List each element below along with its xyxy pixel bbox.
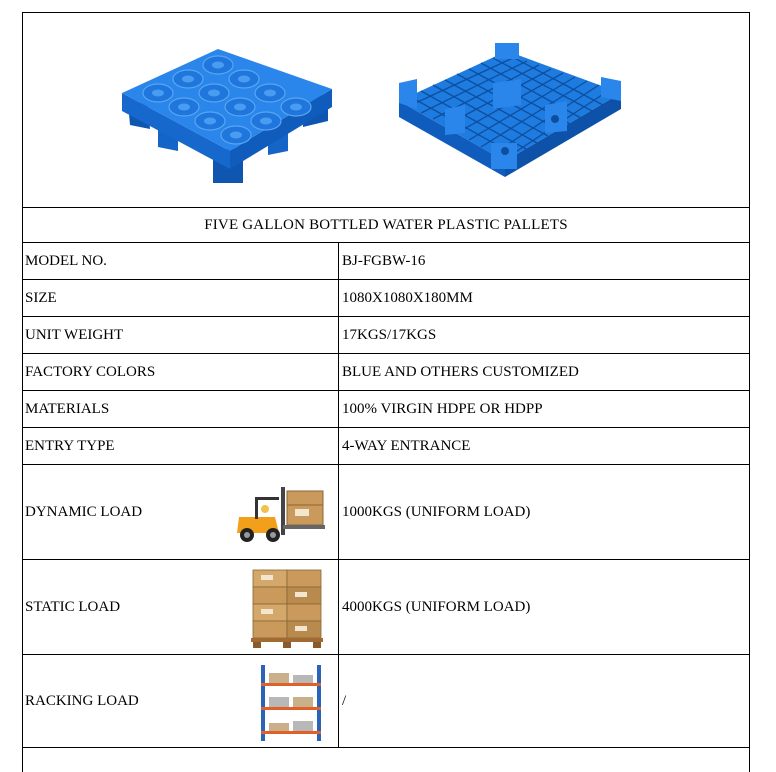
forklift-icon [235, 487, 327, 543]
row-label [23, 465, 339, 559]
table-row [23, 560, 749, 655]
table-row [23, 391, 749, 428]
row-value: BLUE AND OTHERS CUSTOMIZED [342, 363, 579, 380]
row-label: UNIT WEIGHT [23, 317, 339, 353]
pallet-bottom-image [395, 43, 625, 178]
pallet-rack-icon [259, 663, 323, 743]
table-title: FIVE GALLON BOTTLED WATER PLASTIC PALLETS [23, 208, 749, 243]
row-label [23, 560, 339, 654]
row-label: SIZE [23, 280, 339, 316]
row-value: 4-WAY ENTRANCE [342, 437, 471, 454]
table-row [23, 428, 749, 465]
table-row [23, 317, 749, 354]
table-row [23, 243, 749, 280]
row-value: 1080X1080X180MM [342, 289, 473, 306]
table-row [23, 655, 749, 748]
row-label: ENTRY TYPE [23, 428, 339, 464]
row-label [23, 655, 339, 747]
table-row [23, 465, 749, 560]
row-value: BJ-FGBW-16 [342, 252, 426, 269]
row-value: 4000KGS (UNIFORM LOAD) [342, 598, 531, 615]
row-label: MATERIALS [23, 391, 339, 427]
row-label-text: STATIC LOAD [25, 598, 121, 615]
row-label-text: DYNAMIC LOAD [25, 503, 143, 520]
row-value: 100% VIRGIN HDPE OR HDPP [342, 400, 543, 417]
spec-table [22, 12, 750, 772]
product-image-cell [23, 13, 749, 208]
row-label: MODEL NO. [23, 243, 339, 279]
row-value: 17KGS/17KGS [342, 326, 437, 343]
stacked-boxes-icon [251, 568, 325, 650]
row-value: 1000KGS (UNIFORM LOAD) [342, 503, 531, 520]
row-label-text: RACKING LOAD [25, 692, 139, 709]
table-row [23, 354, 749, 391]
table-row [23, 280, 749, 317]
row-value: / [342, 692, 347, 709]
row-label: FACTORY COLORS [23, 354, 339, 390]
pallet-top-image [118, 41, 338, 186]
